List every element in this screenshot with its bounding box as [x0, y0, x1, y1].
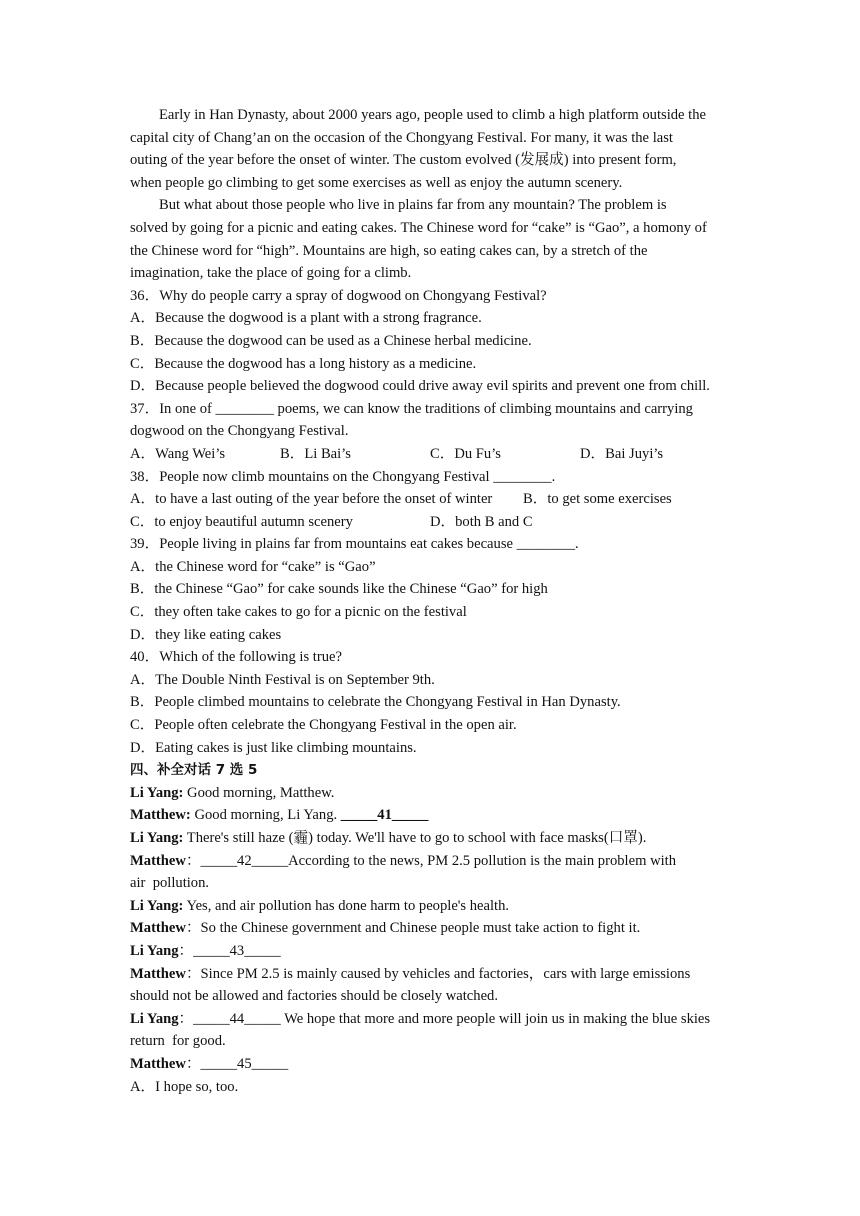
question-38-stem: 38．People now climb mountains on the Chongyang Festival ________.: [130, 468, 556, 485]
speaker-colon: ：: [178, 942, 194, 959]
dialogue-line: [130, 895, 735, 918]
question-40-option-a: A．The Double Ninth Festival is on September 9th.: [130, 671, 435, 688]
question-40-stem: 40．Which of the following is true?: [130, 649, 342, 666]
question-40-option-b: B．People climbed mountains to celebrate the Chongyang Festival in Han Dynasty.: [130, 694, 621, 711]
dialogue-line: [130, 827, 735, 850]
question-36-option-b: B．Because the dogwood can be used as a Chinese herbal medicine.: [130, 332, 532, 349]
dialogue-text: We hope that more and more people will join us in making the blue skies: [280, 1010, 711, 1027]
question-37-stem: 37．In one of ________ poems, we can know the traditions of climbing mountains and carrying: [130, 400, 693, 417]
dialogue-line: [130, 940, 735, 963]
speaker-name: Matthew: [130, 920, 186, 937]
question-40-option-d: D．Eating cakes is just like climbing mountains.: [130, 739, 417, 756]
question-39-option-a: A．the Chinese word for “cake” is “Gao”: [130, 558, 376, 575]
passage-line: the Chinese word for “high”. Mountains are high, so eating cakes can, by a stretch of the: [130, 242, 648, 259]
speaker-colon: ：: [185, 852, 201, 869]
question-37-option-b: B．Li Bai’s: [280, 445, 351, 462]
dialogue-line-continued: return for good.: [130, 1033, 226, 1050]
speaker-name: Li Yang:: [130, 784, 184, 801]
question-38-options-row1: [130, 488, 735, 511]
question-37-options: [130, 443, 735, 466]
dialogue-text: Yes, and air pollution has done harm to people's health.: [183, 897, 510, 914]
passage-line: outing of the year before the onset of winter. The custom evolved (发展成) into present form,: [130, 152, 677, 169]
passage-line: capital city of Chang’an on the occasion of the Chongyang Festival. For many, it was the last: [130, 129, 673, 146]
dialogue-line: [130, 1053, 735, 1076]
passage-line: But what about those people who live in plains far from any mountain? The problem is: [159, 197, 667, 214]
dialogue-text: Good morning, Li Yang.: [190, 807, 341, 824]
dialogue-line: [130, 804, 735, 827]
speaker-colon: ：: [185, 1055, 201, 1072]
dialogue-line-continued: air pollution.: [130, 875, 210, 892]
question-39-option-c: C．they often take cakes to go for a picnic on the festival: [130, 604, 467, 621]
speaker-name: Li Yang: [130, 1010, 179, 1027]
dialogue-line: [130, 963, 735, 986]
question-37-stem-continued: dogwood on the Chongyang Festival.: [130, 423, 349, 440]
answer-blank-45: _____45_____: [200, 1055, 289, 1072]
question-36-option-d: D．Because people believed the dogwood could drive away evil spirits and prevent one from chill.: [130, 378, 710, 395]
dialogue-line: [130, 1008, 735, 1031]
speaker-name: Matthew: [130, 1055, 186, 1072]
speaker-name: Matthew:: [130, 807, 191, 824]
passage-line: solved by going for a picnic and eating cakes. The Chinese word for “cake” is “Gao”, a homony of: [130, 219, 707, 236]
question-36-option-c: C．Because the dogwood has a long history as a medicine.: [130, 355, 477, 372]
answer-option-a: A．I hope so, too.: [130, 1078, 239, 1095]
dialogue-line: [130, 917, 735, 940]
question-38-option-a: A．to have a last outing of the year before the onset of winter: [130, 491, 493, 508]
passage-line: when people go climbing to get some exercises as well as enjoy the autumn scenery.: [130, 174, 623, 191]
dialogue-line: [130, 850, 735, 873]
speaker-name: Li Yang:: [130, 830, 184, 846]
answer-blank-43: _____43_____: [193, 942, 281, 959]
answer-blank-42: _____42_____: [200, 852, 289, 869]
question-38-option-d: D．both B and C: [430, 513, 533, 530]
document-content: [130, 104, 735, 1098]
question-39-option-d: D．they like eating cakes: [130, 626, 282, 643]
question-40-option-c: C．People often celebrate the Chongyang Festival in the open air.: [130, 717, 517, 734]
question-39-option-b: B．the Chinese “Gao” for cake sounds like the Chinese “Gao” for high: [130, 581, 548, 598]
question-37-option-c: C．Du Fu’s: [430, 445, 501, 462]
dialogue-line-continued: should not be allowed and factories should be closely watched.: [130, 988, 498, 1005]
question-38-options-row2: [130, 511, 735, 534]
section-heading: 四、补全对话 7 选 5: [130, 762, 258, 779]
speaker-name: Matthew: [130, 852, 186, 869]
question-36-stem: 36．Why do people carry a spray of dogwood on Chongyang Festival?: [130, 287, 547, 304]
dialogue-text: According to the news, PM 2.5 pollution is the main problem with: [288, 852, 677, 869]
speaker-name: Li Yang:: [130, 897, 184, 914]
question-39-stem: 39．People living in plains far from mountains eat cakes because ________.: [130, 536, 579, 553]
question-37-option-a: A．Wang Wei’s: [130, 445, 226, 462]
question-38-option-c: C．to enjoy beautiful autumn scenery: [130, 513, 353, 530]
question-38-option-b: B．to get some exercises: [523, 491, 672, 508]
speaker-name: Li Yang: [130, 942, 179, 959]
speaker-name: Matthew: [130, 965, 186, 982]
passage-line: Early in Han Dynasty, about 2000 years ago, people used to climb a high platform outside the: [159, 107, 707, 123]
speaker-colon: ：: [178, 1010, 194, 1027]
question-36-option-a: A．Because the dogwood is a plant with a strong fragrance.: [130, 310, 482, 327]
dialogue-text: ：So the Chinese government and Chinese people must take action to fight it.: [185, 920, 641, 937]
answer-blank-41: _____41_____: [340, 807, 429, 824]
dialogue-line: [130, 782, 735, 805]
dialogue-text: There's still haze (霾) today. We'll have to go to school with face masks(口罩).: [183, 830, 647, 846]
passage-line: imagination, take the place of going for a climb.: [130, 265, 412, 282]
answer-blank-44: _____44_____: [193, 1010, 281, 1027]
dialogue-text: ：Since PM 2.5 is mainly caused by vehicles and factories，cars with large emissions: [185, 965, 691, 982]
question-37-option-d: D．Bai Juyi’s: [580, 445, 664, 462]
dialogue-text: Good morning, Matthew.: [183, 784, 335, 801]
